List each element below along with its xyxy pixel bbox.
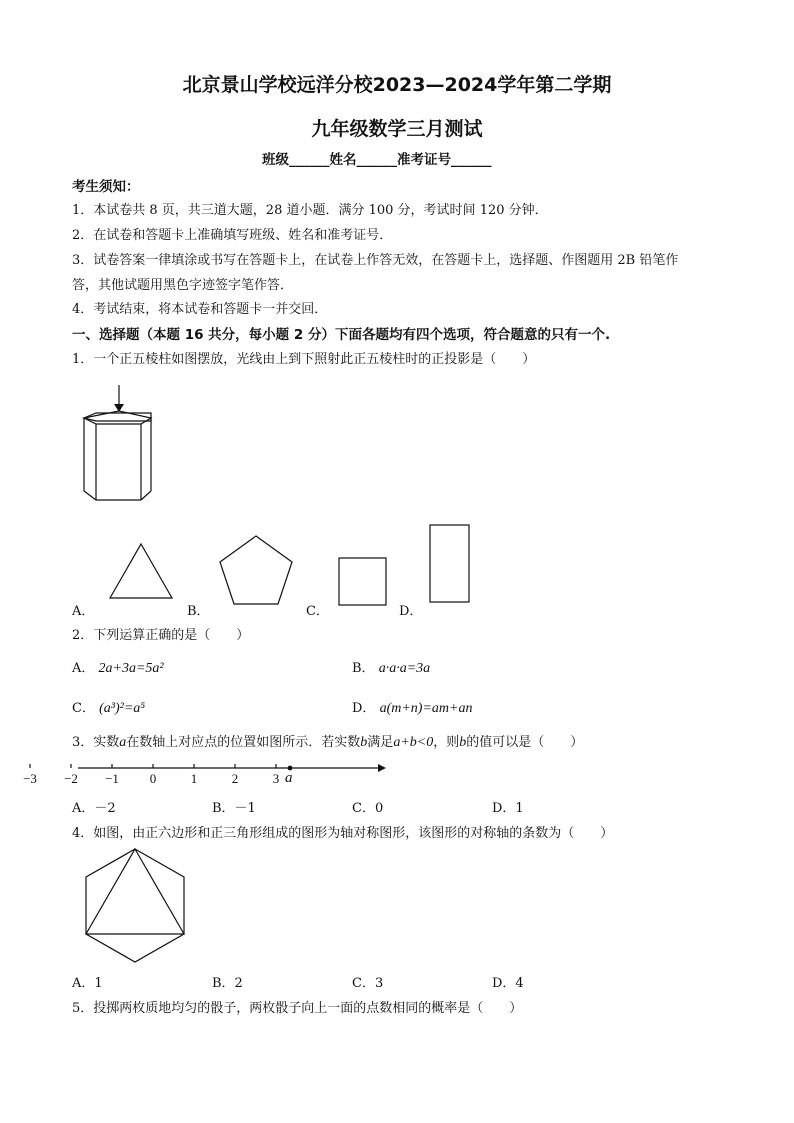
notice-item-2: 2．在试卷和答题卡上准确填写班级、姓名和准考证号． [72,228,393,243]
q3-option-a[interactable]: A．－2 [72,801,116,816]
q4-option-a[interactable]: A．1 [72,976,103,991]
section-1-heading: 一、选择题（本题 16 共分，每小题 2 分）下面各题均有四个选项，符合题意的只有一个. [72,327,611,343]
q3-stem [72,731,583,751]
q1-option-b[interactable]: B． [187,604,210,619]
q2-option-d-label: D． [352,701,376,716]
q1-option-c[interactable]: C． [306,604,329,619]
q3-var-b: b [360,735,368,750]
notice-item-1: 1．本试卷共 8 页，共三道大题，28 道小题．满分 100 分，考试时间 120 分钟． [72,203,548,218]
notice-heading: 考生须知： [72,179,140,195]
exam-title: 九年级数学三月测试 [311,118,483,140]
q2-option-d[interactable] [352,697,472,717]
q3-tail-var: b [459,735,467,750]
q4-option-b[interactable]: B．2 [212,976,243,991]
option-d-rectangle [428,523,472,605]
hexagon-triangle-figure [82,846,188,964]
q4-stem: 4．如图，由正六边形和正三角形组成的图形为轴对称图形，该图形的对称轴的条数为（ ） [72,826,614,841]
q2-option-a-label: A． [72,661,95,676]
number-line-tick-label: 3 [272,771,280,786]
q2-option-d-expr: a(m+n)=am+an [379,701,473,716]
q2-option-b[interactable] [352,657,430,677]
q4-option-c[interactable]: C．3 [352,976,384,991]
q3-stem-prefix: 3．实数 [72,735,120,750]
number-line-tick-label: −3 [23,771,37,786]
school-title: 北京景山学校远洋分校2023—2024学年第二学期 [182,74,612,96]
q2-option-b-expr: a·a·a=3a [378,661,431,676]
number-line-point-a-label: a [285,770,293,786]
q3-var-a: a [119,735,127,750]
q2-option-a[interactable] [72,657,164,677]
q3-option-c[interactable]: C．0 [352,801,384,816]
q2-option-b-label: B． [352,661,375,676]
q2-option-a-expr: 2a+3a=5a² [98,661,164,676]
student-info-line: 班级______姓名______准考证号______ [262,152,492,168]
q5-stem: 5．投掷两枚质地均匀的骰子，两枚骰子向上一面的点数相同的概率是（ ） [72,1001,523,1016]
number-line-tick-label: −1 [105,771,119,786]
notice-item-3: 3．试卷答案一律填涂或书写在答题卡上，在试卷上作答无效，在答题卡上，选择题、作图题用 2B 铅笔作 [72,253,679,268]
q1-option-a[interactable]: A． [72,604,95,619]
q3-stem-mid: 在数轴上对应点的位置如图所示．若实数 [126,735,361,750]
option-c-square [337,556,389,608]
q2-option-c[interactable] [72,697,145,717]
q3-condition: a+b<0 [393,735,434,750]
q2-option-c-expr: (a³)²=a⁵ [99,701,146,716]
q2-stem: 2．下列运算正确的是（ ） [72,628,250,643]
number-line-tick-label: 0 [149,771,157,786]
q3-tail-prefix: ，则 [433,735,460,750]
q3-stem-tail: 的值可以是（ ） [466,735,584,750]
q1-stem: 1．一个正五棱柱如图摆放，光线由上到下照射此正五棱柱时的正投影是（ ） [72,352,536,367]
q2-option-c-label: C． [72,701,95,716]
number-line-tick-label: −2 [64,771,78,786]
notice-item-4: 4．考试结束，将本试卷和答题卡一并交回． [72,302,328,317]
q3-cond-label: 满足 [367,735,394,750]
notice-item-3-cont: 答，其他试题用黑色字迹签字笔作答． [72,278,294,293]
q3-option-b[interactable]: B．－1 [212,801,256,816]
number-line-tick-label: 1 [190,771,198,786]
option-b-pentagon [218,534,294,606]
pentagonal-prism-figure [70,380,170,510]
q1-option-d[interactable]: D． [399,604,423,619]
q4-option-d[interactable]: D．4 [492,976,524,991]
option-a-triangle [108,542,174,600]
number-line-tick-label: 2 [231,771,239,786]
q3-option-d[interactable]: D．1 [492,801,524,816]
